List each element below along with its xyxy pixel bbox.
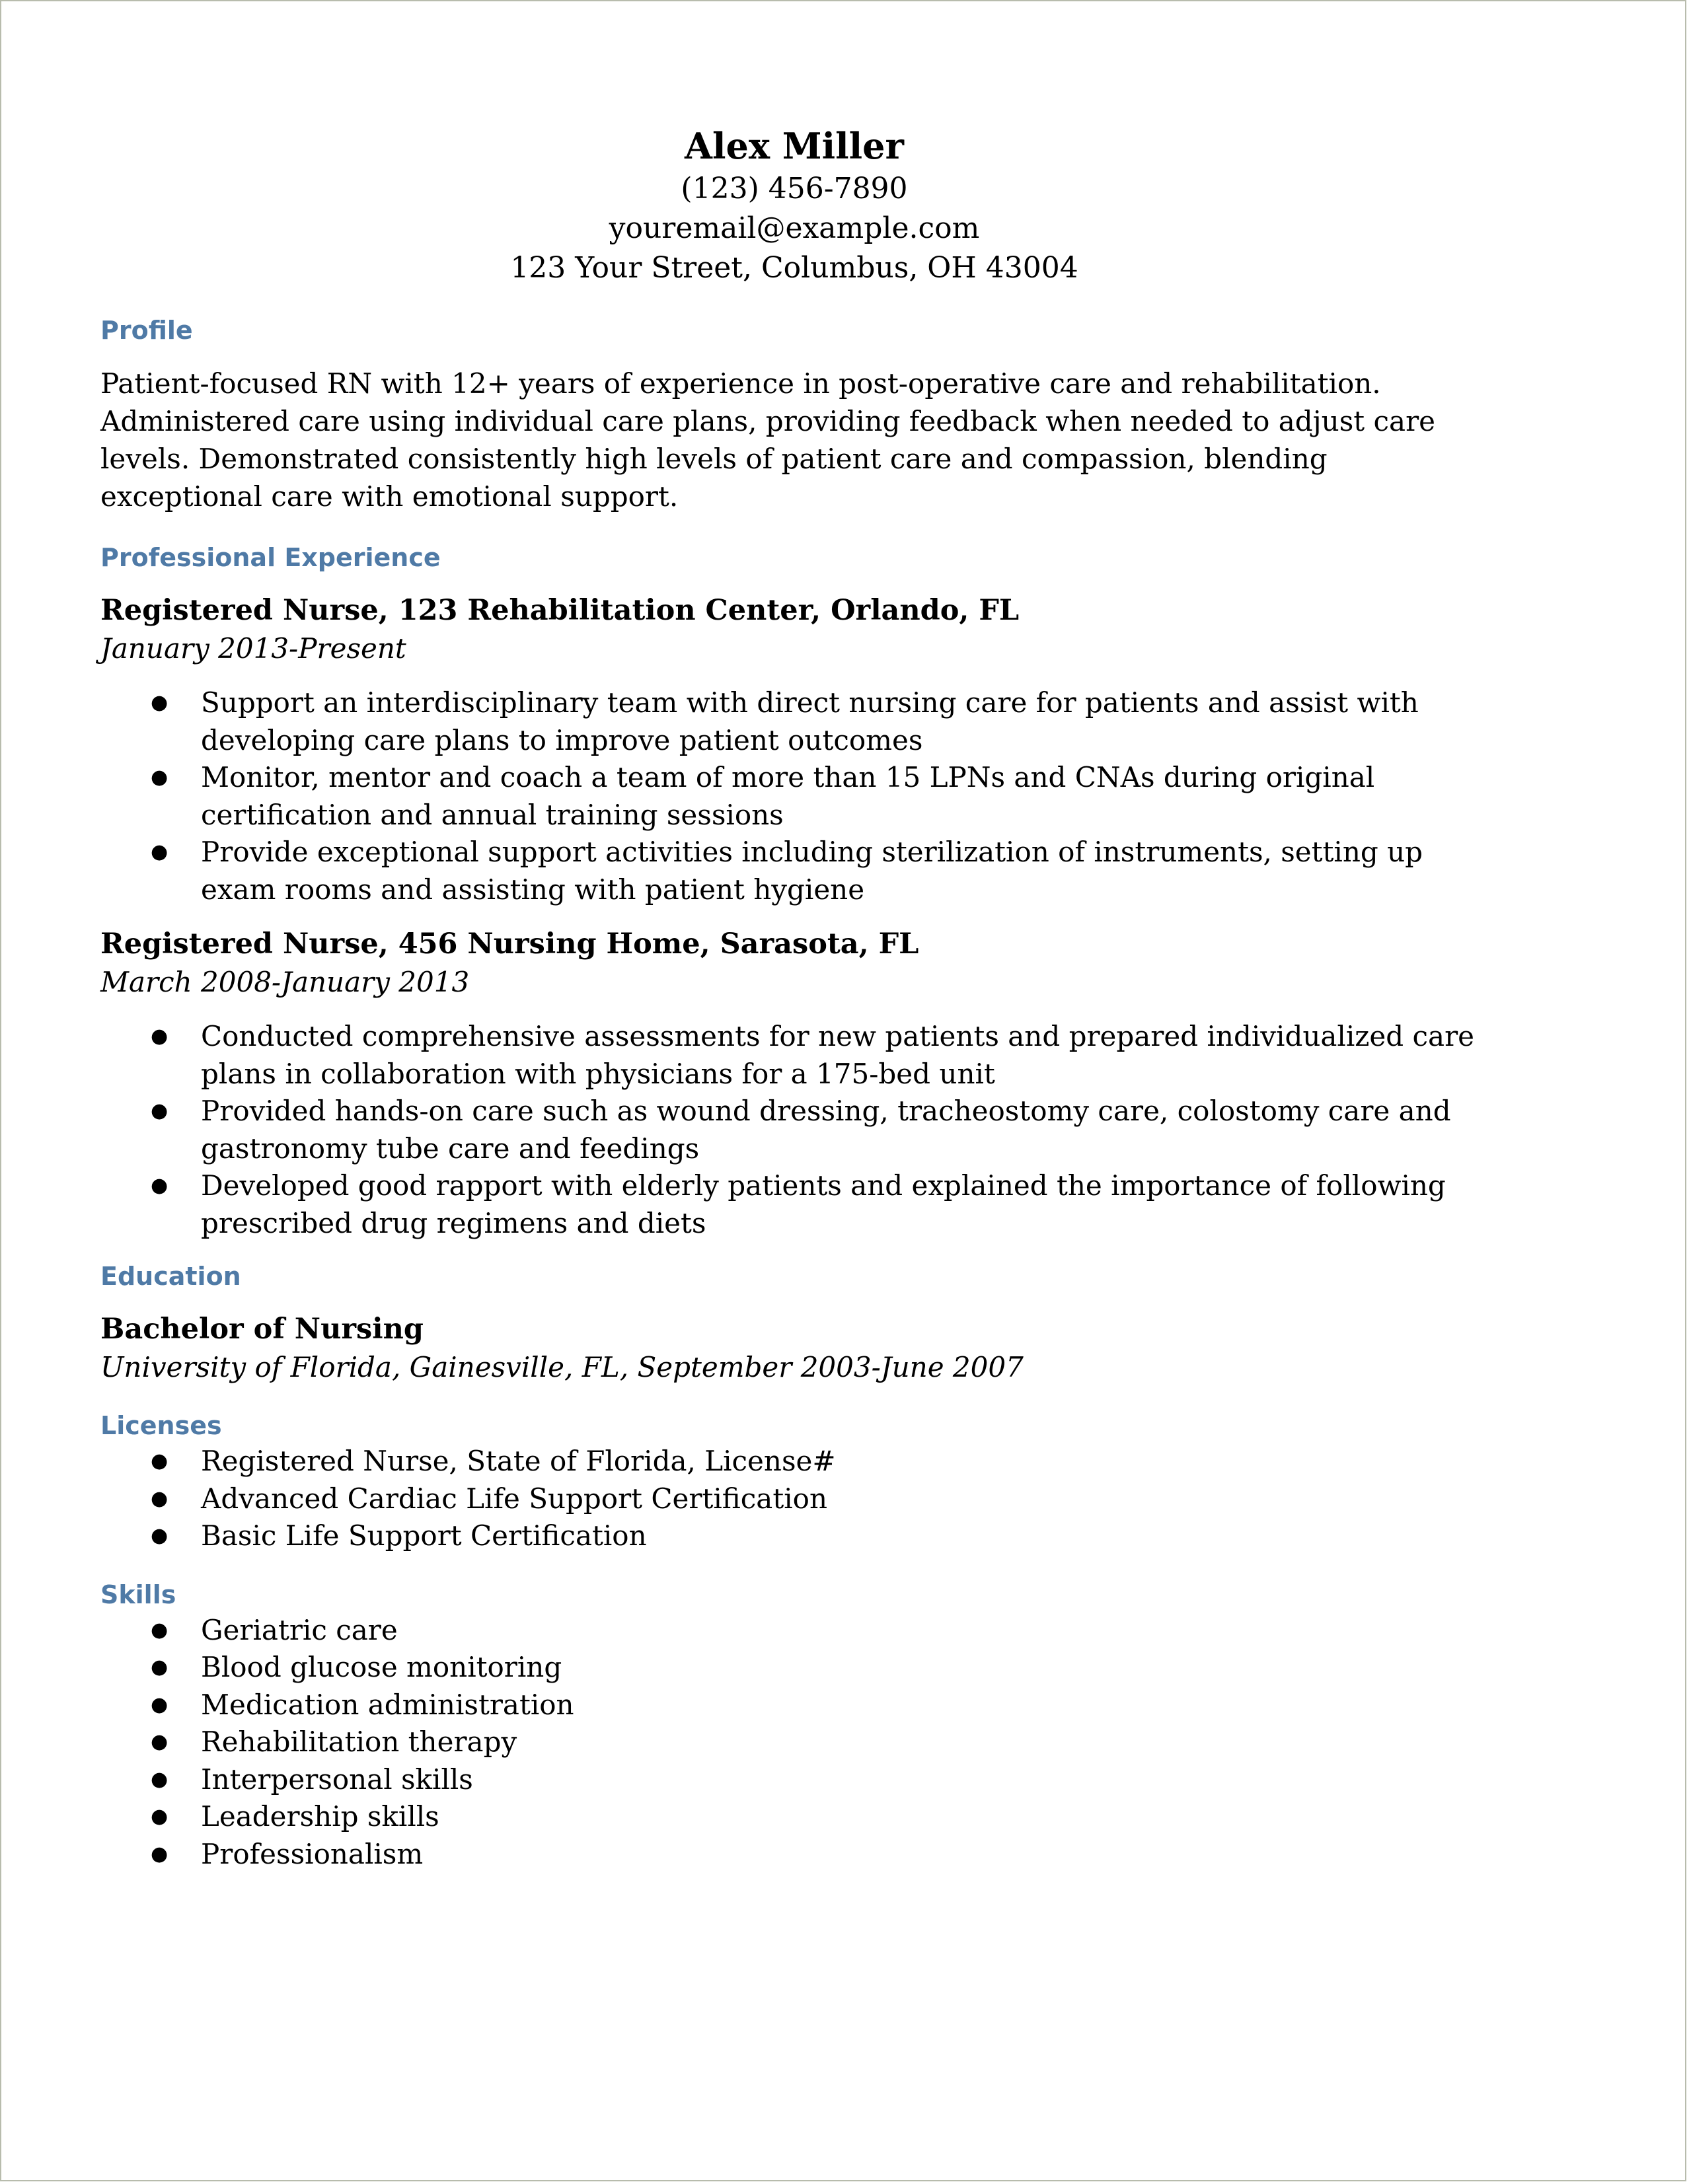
profile-heading: Profile [100,316,193,345]
list-item: ● Monitor, mentor and coach a team of more than 15 LPNs and CNAs during original certification and annual training sessions [100,759,1488,834]
licenses-list [100,1443,1488,1555]
school-details: University of Florida, Gainesville, FL, September 2003-June 2007 [100,1351,1024,1383]
degree-name: Bachelor of Nursing [100,1313,424,1346]
list-item: ● Medication administration [100,1687,1488,1724]
bullet-icon: ● [151,1767,169,1791]
bullet-icon: ● [151,840,169,863]
list-item: ● Developed good rapport with elderly patients and explained the importance of following prescribed drug regimens and diets [100,1167,1488,1242]
skills-list [100,1612,1488,1874]
list-item: ● Geriatric care [100,1612,1488,1650]
list-item: ● Provide exceptional support activities including sterilization of instruments, setting up exam rooms and assisting with patient hygiene [100,834,1488,908]
list-item: ● Professionalism [100,1836,1488,1874]
bullet-icon: ● [151,1805,169,1828]
list-item: ● Interpersonal skills [100,1761,1488,1799]
job-entry [100,592,1488,908]
list-item: ● Blood glucose monitoring [100,1649,1488,1687]
street-address: 123 Your Street, Columbus, OH 43004 [510,251,1078,285]
bullet-icon: ● [151,766,169,789]
licenses-heading: Licenses [100,1411,222,1440]
job-dates: January 2013-Present [100,632,406,665]
list-item: ● Advanced Cardiac Life Support Certification [100,1480,1488,1518]
job-bullets [100,1018,1488,1242]
list-item: ● Conducted comprehensive assessments for new patients and prepared individualized care plans in collaboration with physicians for a 175-bed unit [100,1018,1488,1093]
list-item: ● Basic Life Support Certification [100,1517,1488,1555]
list-item: ● Provided hands-on care such as wound dressing, tracheostomy care, colostomy care and gastronomy tube care and feedings [100,1093,1488,1167]
phone-number: (123) 456-7890 [681,172,908,205]
bullet-icon: ● [151,1656,169,1679]
email-address: youremail@example.com [609,211,980,245]
bullet-icon: ● [151,1618,169,1642]
job-dates: March 2008-January 2013 [100,966,470,998]
resume-document [100,123,1488,1873]
bullet-icon: ● [151,1486,169,1510]
job-bullets [100,684,1488,908]
bullet-icon: ● [151,1449,169,1473]
job-entry [100,926,1488,1242]
bullet-icon: ● [151,1025,169,1048]
bullet-icon: ● [151,1693,169,1716]
profile-summary: Patient-focused RN with 12+ years of experience in post-operative care and rehabilitation. Administered care using individual care plans, providing feedback when needed to adjust care levels. Demonstrated consistently high levels of patient care and compassion, blending exceptional care with emotional support. [100,367,1435,513]
experience-heading: Professional Experience [100,543,441,572]
resume-header [100,123,1488,288]
bullet-icon: ● [151,1730,169,1753]
job-title: Registered Nurse, 456 Nursing Home, Sarasota, FL [100,928,919,961]
bullet-icon: ● [151,1842,169,1866]
bullet-icon: ● [151,1174,169,1197]
bullet-icon: ● [151,691,169,714]
list-item: ● Leadership skills [100,1798,1488,1836]
list-item: ● Registered Nurse, State of Florida, License# [100,1443,1488,1480]
job-title: Registered Nurse, 123 Rehabilitation Center, Orlando, FL [100,594,1020,627]
bullet-icon: ● [151,1099,169,1122]
list-item: ● Rehabilitation therapy [100,1724,1488,1761]
skills-heading: Skills [100,1580,176,1609]
candidate-name: Alex Miller [685,125,904,167]
list-item: ● Support an interdisciplinary team with direct nursing care for patients and assist with developing care plans to improve patient outcomes [100,684,1488,759]
education-heading: Education [100,1262,241,1291]
bullet-icon: ● [151,1524,169,1547]
